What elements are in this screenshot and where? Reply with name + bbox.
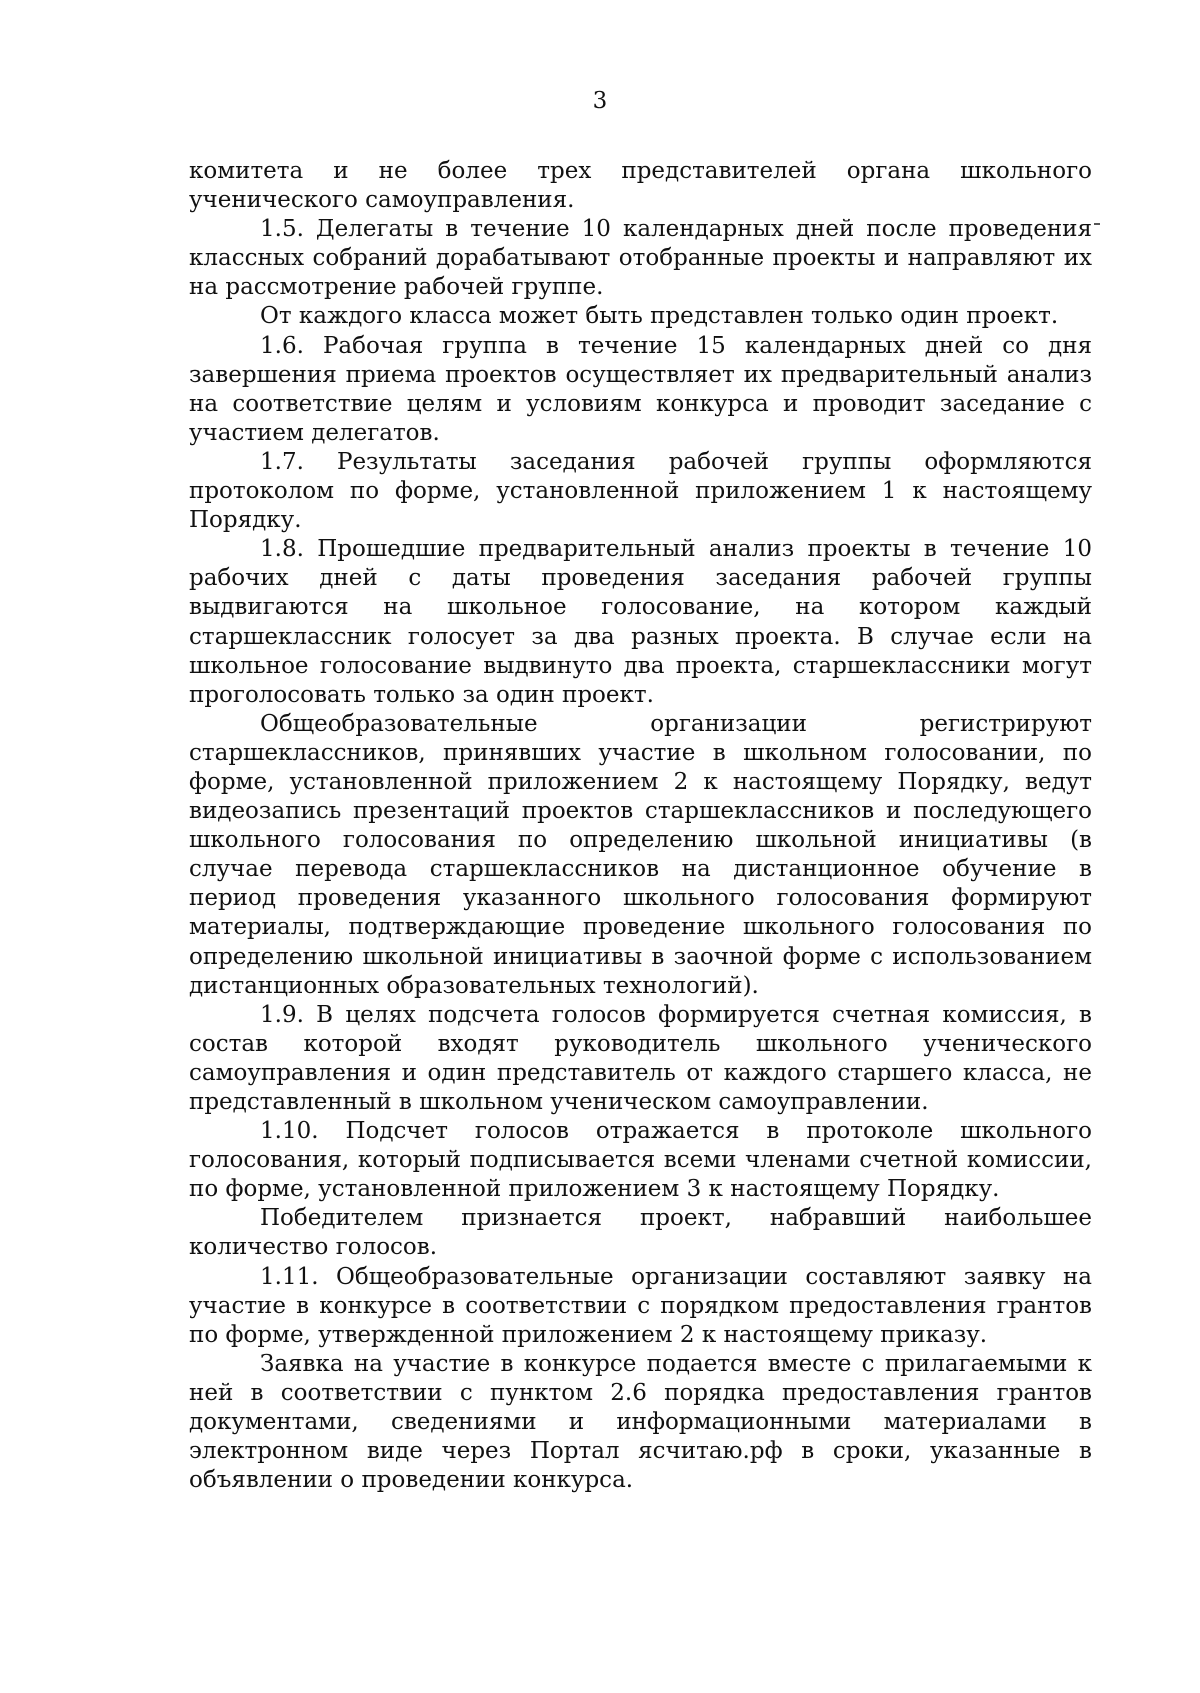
paragraph-1-7: 1.7. Результаты заседания рабочей группы оформляются протоколом по форме, установленной приложением 1 к настоящему Порядку. xyxy=(189,448,1092,534)
document-body xyxy=(189,157,1092,1495)
paragraph-1-9: 1.9. В целях подсчета голосов формируется счетная комиссия, в состав которой входят руководитель школьного ученического самоуправления и один представитель от каждого старшего класса, не представленный в школьном ученическом самоуправлении. xyxy=(189,1001,1092,1115)
paragraph-registration: Общеобразовательные организации регистрируют старшеклассников, принявших участие в школьном голосовании, по форме, установленной приложением 2 к настоящему Порядку, ведут видеозапись презентаций проектов старшеклассников и последующего школьного голосования по определению школьной инициативы (в случае перевода старшеклассников на дистанционное обучение в период проведения указанного школьного голосования формируют материалы, подтверждающие проведение школьного голосования по определению школьной инициативы в заочной форме с использованием дистанционных образовательных технологий). xyxy=(189,710,1092,999)
paragraph-1-11: 1.11. Общеобразовательные организации составляют заявку на участие в конкурсе в соответствии с порядком предоставления грантов по форме, утвержденной приложением 2 к настоящему приказу. xyxy=(189,1263,1092,1348)
paragraph-continuation: комитета и не более трех представителей органа школьного ученического самоуправления. xyxy=(189,158,1092,214)
page-number: 3 xyxy=(592,88,608,114)
paragraph-application: Заявка на участие в конкурсе подается вместе с прилагаемыми к ней в соответствии с пунктом 2.6 порядка предоставления грантов документами, сведениями и информационными материалами в электронном виде через Портал ясчитаю.рф в сроки, указанные в объявлении о проведении конкурса. xyxy=(189,1350,1092,1494)
paragraph-1-8: 1.8. Прошедшие предварительный анализ проекты в течение 10 рабочих дней с даты проведения заседания рабочей группы выдвигаются на школьное голосование, на котором каждый старшеклассник голосует за два разных проекта. В случае если на школьное голосование выдвинуто два проекта, старшеклассники могут проголосовать только за один проект. xyxy=(189,536,1092,708)
paragraph-1-6: 1.6. Рабочая группа в течение 15 календарных дней со дня завершения приема проектов осуществляет их предварительный анализ на соответствие целям и условиям конкурса и проводит заседание с участием делегатов. xyxy=(189,332,1092,446)
paragraph-1-10: 1.10. Подсчет голосов отражается в протоколе школьного голосования, который подписывается всеми членами счетной комиссии, по форме, установленной приложением 3 к настоящему Порядку. xyxy=(189,1118,1092,1203)
paragraph-1-5: 1.5. Делегаты в течение 10 календарных дней после проведения классных собраний дорабатывают отобранные проекты и направляют их на рассмотрение рабочей группе. xyxy=(189,216,1092,301)
paragraph-winner: Победителем признается проект, набравший наибольшее количество голосов. xyxy=(189,1205,1092,1261)
paragraph-one-project-per-class: От каждого класса может быть представлен только один проект. xyxy=(260,303,1059,330)
scan-mark xyxy=(1094,223,1100,225)
